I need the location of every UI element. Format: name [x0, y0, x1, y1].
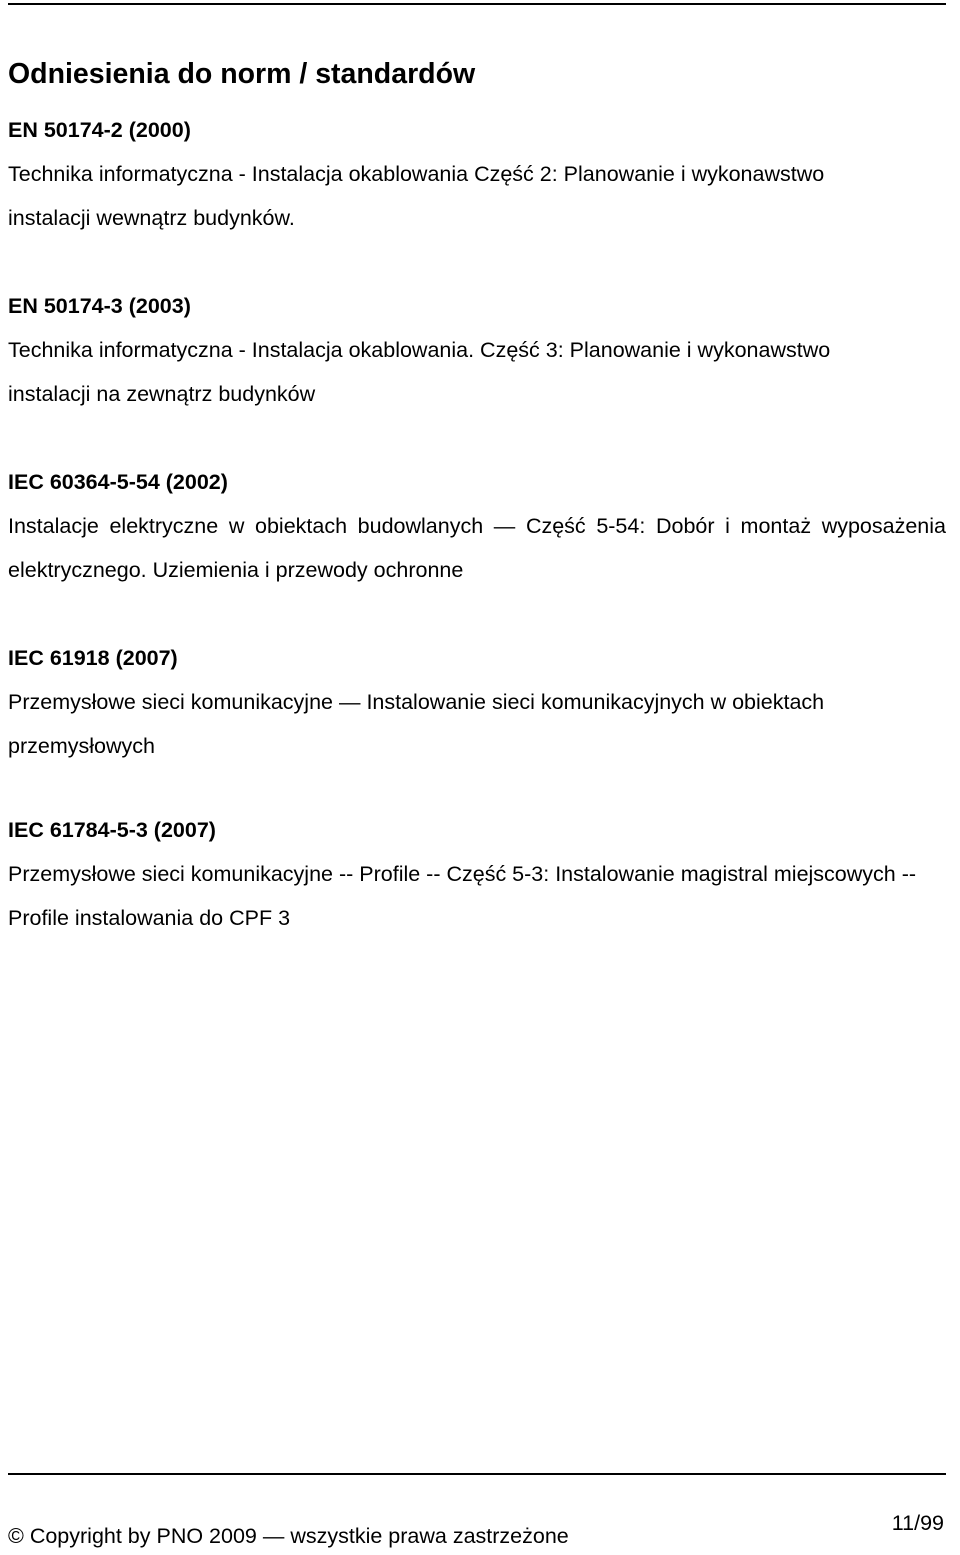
standard-code: IEC 61784-5-3 (2007): [8, 818, 216, 842]
standard-description: Instalacje elektryczne w obiektach budowlanych — Część 5-54: Dobór i montaż wyposażenia elektrycznego. Uziemienia i przewody ochronne: [8, 514, 946, 582]
standard-entry: [8, 284, 960, 416]
standard-entry: [8, 636, 960, 768]
header-rule: [8, 3, 946, 5]
standard-code: EN 50174-2 (2000): [8, 118, 191, 142]
standard-entry: [8, 108, 960, 240]
standard-entry: [8, 808, 960, 940]
standard-description: Technika informatyczna - Instalacja okablowania Część 2: Planowanie i wykonawstwo instalacji wewnątrz budynków.: [8, 162, 825, 230]
footer-rule: [8, 1473, 946, 1475]
standard-code: IEC 61918 (2007): [8, 646, 178, 670]
standard-description: Przemysłowe sieci komunikacyjne — Instalowanie sieci komunikacyjnych w obiektach przemysłowych: [8, 690, 825, 758]
standard-code: EN 50174-3 (2003): [8, 294, 191, 318]
page-number: 11/99: [891, 1511, 944, 1535]
document-body: [8, 50, 960, 940]
standard-code: IEC 60364-5-54 (2002): [8, 470, 228, 494]
standard-entry: [8, 460, 960, 592]
page-title: Odniesienia do norm / standardów: [8, 58, 476, 90]
standard-description: Przemysłowe sieci komunikacyjne -- Profile -- Część 5-3: Instalowanie magistral miejscowych -- Profile instalowania do CPF 3: [8, 862, 917, 930]
copyright-notice: © Copyright by PNO 2009 — wszystkie prawa zastrzeżone: [8, 1524, 569, 1548]
standard-description: Technika informatyczna - Instalacja okablowania. Część 3: Planowanie i wykonawstwo instalacji na zewnątrz budynków: [8, 338, 831, 406]
